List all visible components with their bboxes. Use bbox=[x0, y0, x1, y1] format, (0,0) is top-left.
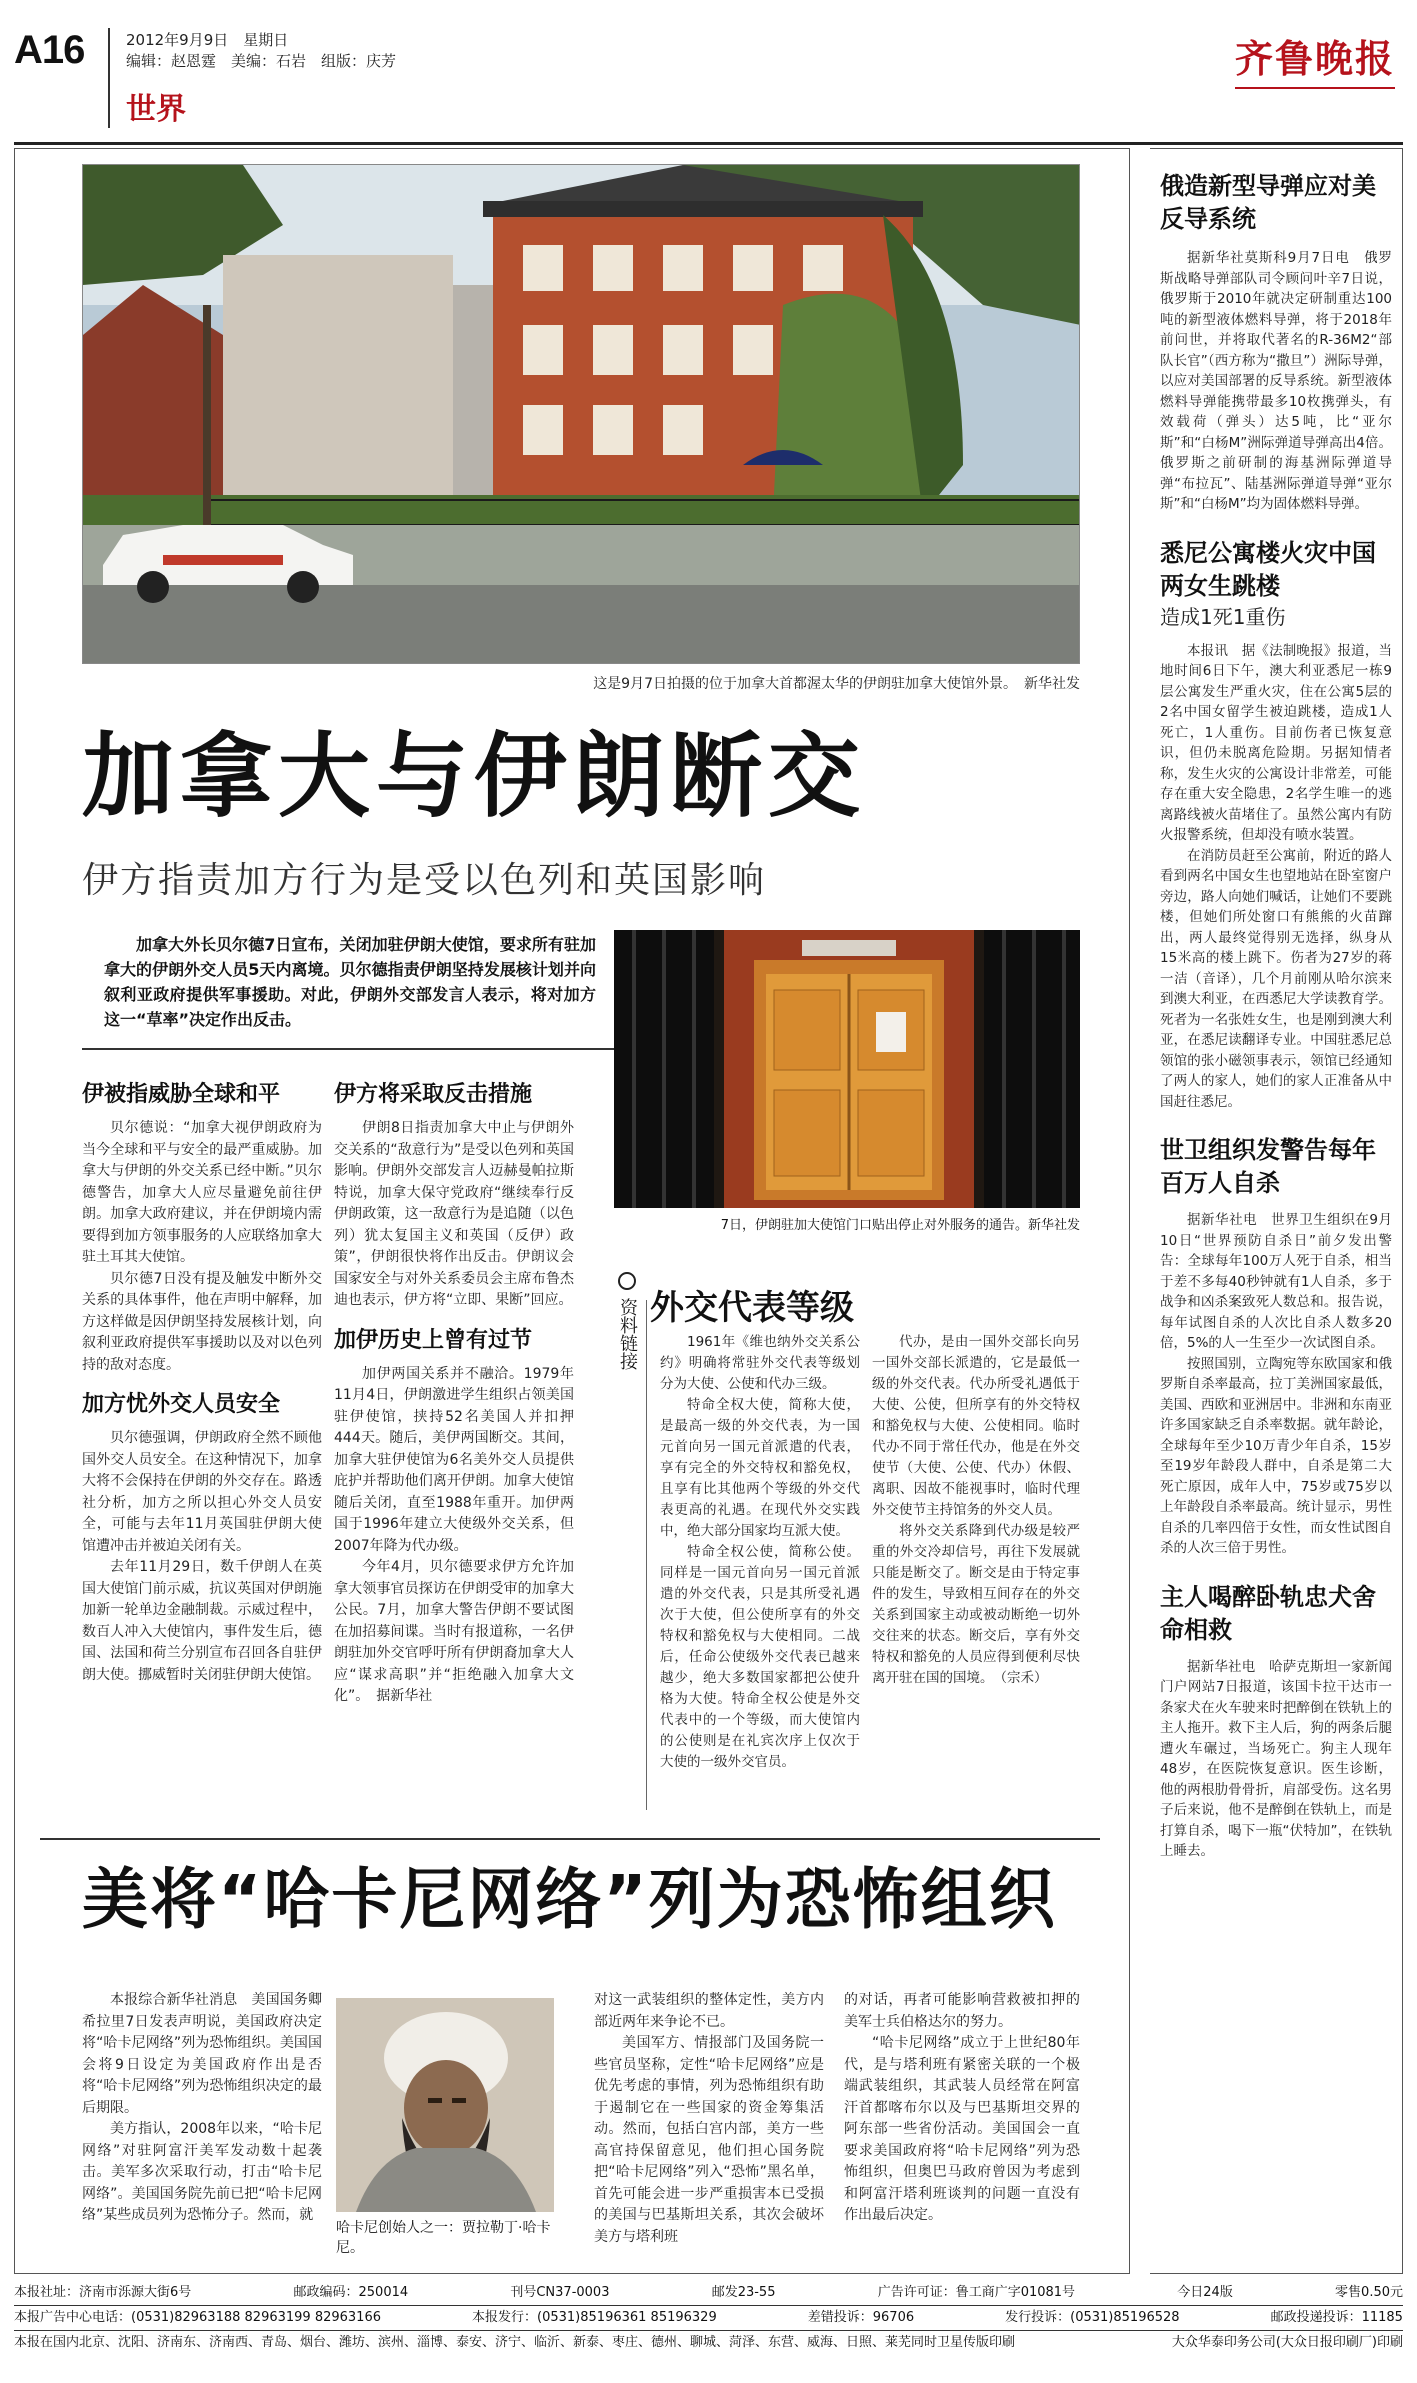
second-headline: 美将“哈卡尼网络”列为恐怖组织 bbox=[82, 1861, 1057, 1938]
paragraph: 特命全权大使，简称大使，是最高一级的外交代表，为一国元首向另一国元首派遣的代表，享有完全的外交特权和豁免权，且享有比其他两个等级的外交代表更高的礼遇。在现代外交实践中，绝大部分国家均互派大使。 bbox=[660, 1397, 860, 1539]
reference-title: 外交代表等级 bbox=[650, 1288, 854, 1328]
header-meta bbox=[126, 30, 396, 72]
subhead-safety: 加方忧外交人员安全 bbox=[82, 1392, 281, 1417]
footer-rule bbox=[14, 2330, 1403, 2331]
paragraph: 去年11月29日，数千伊朗人在英国大使馆门前示威，抗议英国对伊朗施加新一轮单边金融制裁。示威过程中，数百人冲入大使馆内，事件发生后，德国、法国和荷兰分别宣布召回各自驻伊朗大使。挪威暂时关闭驻伊朗大使馆。 bbox=[82, 1559, 322, 1683]
header-divider bbox=[108, 28, 110, 128]
paragraph: 按照国别，立陶宛等东欧国家和俄罗斯自杀率最高，拉丁美洲国家最低，美国、西欧和亚洲居中。非洲和东南亚许多国家缺乏自杀率数据。就年龄论，全球每年至少10万青少年自杀，15岁至19岁年龄段人群中，自杀是第二大死亡原因，成年人中，75岁或75岁以上年龄段自杀率最高。统计显示，男性自杀的几率四倍于女性，而女性试图自杀的人次三倍于男性。 bbox=[1160, 1355, 1392, 1556]
paragraph: 在消防员赶至公寓前，附近的路人看到两名中国女生也望地站在卧室窗户旁边，路人向她们喊话，让她们不要跳楼，但她们所处窗口有熊熊的火苗蹿出，两人最终觉得别无选择，纵身从15米高的楼上跳下。伤者为27岁的蒋一洁（音译），几个月前刚从哈尔滨来到澳大利亚，在西悉尼大学读教育学。死者为一名张姓女生，也是刚到澳大利亚，在悉尼读翻译专业。中国驻悉尼总领馆的张小磁领事表示，领馆已经通知了两人的家人，她们的家人正准备从中国赶往悉尼。 bbox=[1160, 847, 1392, 1110]
footer-delivery-complaint: 发行投诉：(0531)85196528 bbox=[1005, 2310, 1180, 2325]
reference-badge bbox=[612, 1272, 642, 1370]
paragraph: 的对话，再者可能影响营救被扣押的美军士兵伯格达尔的努力。 bbox=[844, 1992, 1080, 2030]
paragraph: 据新华社莫斯科9月7日电 俄罗斯战略导弹部队司令顾问叶辛7日说，俄罗斯于2010年就决定研制重达100吨的新型液体燃料导弹，将于2018年前问世，并将取代著名的R-36M2“部队长官”（西方称为“撒旦”）洲际导弹，以应对美国部署的反导系统。新型液体燃料导弹能携带最多10枚携弹头，有效载荷（弹头）达5吨，比“亚尔斯”和“白杨M”洲际弹道导弹高出4倍。俄罗斯之前研制的海基洲际弹道导弹“布拉瓦”、陆基洲际弹道导弹“亚尔斯”和“白杨M”均为固体燃料导弹。 bbox=[1160, 250, 1392, 512]
sidebar-title-who: 世卫组织发警告每年百万人自杀 bbox=[1160, 1136, 1376, 1197]
footer-address: 本报社址：济南市泺源大街6号 bbox=[14, 2285, 192, 2300]
column-1 bbox=[82, 1080, 322, 1686]
footer-cn: 刊号CN37-0003 bbox=[510, 2285, 610, 2300]
paragraph: 特命全权公使，简称公使。同样是一国元首向另一国元首派遣的外交代表，只是其所受礼遇次于大使，但公使所享有的外交特权和豁免权与大使相同。二战后，任命公使级外交代表已越来越少，绝大多数国家都把公使升格为大使。特命全权公使是外交代表中的一个等级，而大使馆内的公使则是在礼宾次序上仅次于大使的一级外交官员。 bbox=[660, 1544, 860, 1770]
paragraph: 美方指认，2008年以来，“哈卡尼网络”对驻阿富汗美军发动数十起袭击。美军多次采取行动，打击“哈卡尼网络”。美国国务院先前已把“哈卡尼网络”某些成员列为恐怖分子。然而，就 bbox=[82, 2121, 322, 2223]
footer-postcode: 邮政编码：250014 bbox=[293, 2285, 409, 2300]
embassy-illustration bbox=[83, 165, 1080, 664]
paragraph: 据新华社电 哈萨克斯坦一家新闻门户网站7日报道，该国卡拉干达市一条家犬在火车驶来时把醉倒在铁轨上的主人拖开。救下主人后，狗的两条后腿遭火车碾过，当场死亡。狗主人现年48岁，在医院恢复意识。医生诊断，他的两根肋骨骨折，肩部受伤。这名男子后来说，他不是醉倒在铁轨上，而是打算自杀，喝下一瓶“伏特加”，在铁轨上睡去。 bbox=[1160, 1658, 1392, 1859]
footer-postal: 邮发23-55 bbox=[711, 2285, 776, 2300]
editor-credits: 编辑：赵恩霆 美编：石岩 组版：庆芳 bbox=[126, 52, 397, 70]
lead-headline: 加拿大与伊朗断交 bbox=[82, 723, 867, 830]
paragraph: 对这一武装组织的整体定性，美方内部近两年来争论不已。 bbox=[594, 1992, 824, 2030]
newspaper-masthead: 齐鲁晚报 bbox=[1235, 28, 1395, 83]
door-illustration bbox=[614, 930, 1080, 1208]
footer bbox=[14, 2282, 1403, 2354]
footer-row-1 bbox=[14, 2282, 1403, 2304]
footer-rule bbox=[14, 2305, 1403, 2306]
column-2 bbox=[334, 1080, 574, 1708]
sidebar bbox=[1160, 170, 1392, 1862]
paragraph: 伊朗8日指责加拿大中止与伊朗外交关系的“敌意行为”是受以色列和英国影响。伊朗外交部发言人迈赫曼帕拉斯特说，加拿大保守党政府“继续奉行反伊朗政策，这一敌意行为是追随（以色列）犹太复国主义和英国（反伊）政策”，伊朗很快将作出反击。伊朗议会国家安全与对外关系委员会主席布鲁杰迪也表示，伊方将“立即、果断”回应。 bbox=[334, 1120, 574, 1308]
reference-label: 资料链接 bbox=[617, 1298, 638, 1370]
paragraph: 贝尔德7日没有提及触发中断外交关系的具体事件，他在声明中解释，加方这样做是因伊朗坚持发展核计划，向叙利亚政府提供军事援助以及对以色列持的敌对态度。 bbox=[82, 1270, 322, 1373]
lead-subheadline: 伊方指责加方行为是受以色列和英国影响 bbox=[82, 860, 767, 901]
paragraph: 据新华社电 世界卫生组织在9月10日“世界预防自杀日”前夕发出警告：全球每年100万人死于自杀，相当于差不多每40秒钟就有1人自杀，多于战争和凶杀案致死人数总和。报告说，每年试图自杀的人次比自杀人数多20倍，5%的人一生至少一次试图自杀。 bbox=[1160, 1212, 1392, 1351]
haqqani-photo-caption: 哈卡尼创始人之一：贾拉勒丁·哈卡尼。 bbox=[336, 2220, 551, 2256]
portrait-illustration bbox=[336, 1998, 554, 2212]
paragraph: 代办，是由一国外交部长向另一国外交部长派遣的，它是最低一级的外交代表。代办所受礼遇低于大使、公使，但所享有的外交特权和豁免权与大使、公使相同。临时代办不同于常任代办，他是在外交使节（大使、公使、代办）休假、离职、因故不能视事时，临时代理外交使节主持馆务的外交人员。 bbox=[872, 1334, 1080, 1518]
footer-postal-complaint: 邮政投递投诉：11185 bbox=[1270, 2310, 1403, 2325]
paragraph: 本报讯 据《法制晚报》报道，当地时间6日下午，澳大利亚悉尼一栋9层公寓发生严重火灾，住在公寓5层的2名中国女留学生被迫跳楼，造成1人死亡，1人重伤。目前伤者已恢复意识，但仍未脱离危险期。另据知情者称，发生火灾的公寓设计非常差，可能存在重大安全隐患，2名学生唯一的逃离路线被火苗堵住了。虽然公寓内有防火报警系统，但却没有喷水装置。 bbox=[1160, 642, 1392, 843]
embassy-photo-caption: 这是9月7日拍摄的位于加拿大首都渥太华的伊朗驻加拿大使馆外景。 新华社发 bbox=[593, 676, 1080, 692]
footer-price: 零售0.50元 bbox=[1335, 2285, 1403, 2300]
paragraph: 今年4月，贝尔德要求伊方允许加拿大领事官员探访在伊朗受审的加拿大公民。7月，加拿大警告伊朗不要试图在加招募间谍。当时有报道称，一名伊朗驻加外交官呼吁所有伊朗裔加拿大人应“谋求高职”并“拒绝融入加拿大文化”。 据新华社 bbox=[334, 1559, 574, 1704]
subhead-threat: 伊被指威胁全球和平 bbox=[82, 1082, 281, 1107]
paragraph: 1961年《维也纳外交关系公约》明确将常驻外交代表等级划分为大使、公使和代办三级。 bbox=[660, 1334, 860, 1392]
sidebar-title-fire: 悉尼公寓楼火灾中国两女生跳楼 bbox=[1160, 538, 1376, 600]
embassy-photo bbox=[82, 164, 1080, 664]
footer-error-report: 差错投诉：96706 bbox=[807, 2310, 915, 2325]
paragraph: “哈卡尼网络”成立于上世纪80年代，是与塔利班有紧密关联的一个极端武装组织，其武装人员经常在阿富汗首都喀布尔以及与巴基斯坦交界的阿东部一些省份活动。美国国会一直要求美国政府将“哈卡尼网络”列为恐怖组织，但奥巴马政府曾因为考虑到和阿富汗塔利班谈判的问题一直没有作出最后决定。 bbox=[844, 2035, 1080, 2223]
embassy-door-photo bbox=[614, 930, 1080, 1208]
story-divider bbox=[40, 1838, 1100, 1840]
paragraph: 本报综合新华社消息 美国国务卿希拉里7日发表声明说，美国政府决定将“哈卡尼网络”列为恐怖组织。美国国会将9日设定为美国政府作出是否将“哈卡尼网络”列为恐怖组织决定的最后期限。 bbox=[82, 1992, 322, 2116]
subhead-history: 加伊历史上曾有过节 bbox=[334, 1327, 533, 1353]
sidebar-subtitle-fire: 造成1死1重伤 bbox=[1160, 604, 1286, 629]
sidebar-title-missile: 俄造新型导弹应对美反导系统 bbox=[1160, 172, 1376, 233]
footer-print-sites: 本报在国内北京、沈阳、济南东、济南西、青岛、烟台、潍坊、滨州、淄博、泰安、济宁、临沂、新泰、枣庄、德州、聊城、菏泽、东营、威海、日照、莱芜同时卫星传版印刷 bbox=[14, 2335, 1016, 2350]
footer-ad-license: 广告许可证：鲁工商广字01081号 bbox=[877, 2285, 1076, 2300]
paragraph: 贝尔德说：“加拿大视伊朗政府为当今全球和平与安全的最严重威胁。加拿大与伊朗的外交关系已经中断。”贝尔德警告，加拿大人应尽量避免前往伊朗。加拿大政府建议，并在伊朗境内需要得到加方领事服务的人应联络加拿大驻土耳其大使馆。 bbox=[82, 1120, 322, 1265]
header-rule bbox=[14, 142, 1403, 145]
lead-rule bbox=[82, 1048, 614, 1050]
footer-pages: 今日24版 bbox=[1177, 2285, 1233, 2300]
footer-printer: 大众华泰印务公司(大众日报印刷厂)印刷 bbox=[1171, 2335, 1403, 2350]
reference-column-2 bbox=[872, 1332, 1080, 1689]
footer-row-2 bbox=[14, 2307, 1403, 2329]
circle-icon bbox=[618, 1272, 636, 1290]
second-column-3 bbox=[844, 1990, 1080, 2227]
page-number: A16 bbox=[14, 28, 85, 72]
section-title: 世界 bbox=[126, 92, 186, 127]
second-column-2 bbox=[594, 1990, 824, 2248]
sidebar-title-dog: 主人喝醉卧轨忠犬舍命相救 bbox=[1160, 1582, 1376, 1644]
footer-distribution: 本报发行：(0531)85196361 85196329 bbox=[472, 2310, 717, 2325]
door-photo-caption: 7日，伊朗驻加大使馆门口贴出停止对外服务的通告。新华社发 bbox=[720, 1218, 1080, 1233]
haqqani-photo bbox=[336, 1998, 554, 2212]
reference-divider bbox=[646, 1300, 647, 1810]
paragraph: 贝尔德强调，伊朗政府全然不顾他国外交人员安全。在这种情况下，加拿大将不会保持在伊朗的外交存在。路透社分析，加方之所以担心外交人员安全，可能与去年11月英国驻伊朗大使馆遭冲击并被迫关闭有关。 bbox=[82, 1430, 322, 1554]
lead-paragraph: 加拿大外长贝尔德7日宣布，关闭加驻伊朗大使馆，要求所有驻加拿大的伊朗外交人员5天内离境。贝尔德指责伊朗坚持发展核计划并向叙利亚政府提供军事援助。对此，伊朗外交部发言人表示，将对加方这一“草率”决定作出反击。 bbox=[104, 935, 596, 1029]
footer-ad-phone: 本报广告中心电话：(0531)82963188 82963199 82963166 bbox=[14, 2310, 381, 2325]
paragraph: 美国军方、情报部门及国务院一些官员坚称，定性“哈卡尼网络”应是优先考虑的事情，列为恐怖组织有助于遏制它在一些国家的资金筹集活动。然而，包括白宫内部，美方一些高官持保留意见，他们担心国务院把“哈卡尼网络”列入“恐怖”黑名单，首先可能会进一步严重损害本已受损的美国与巴基斯坦关系，其次会破坏美方与塔利班 bbox=[594, 2035, 824, 2245]
issue-date: 2012年9月9日 星期日 bbox=[126, 31, 289, 49]
footer-row-3 bbox=[14, 2332, 1403, 2354]
second-column-1 bbox=[82, 1990, 322, 2227]
reference-column-1 bbox=[660, 1332, 860, 1773]
subhead-retaliation: 伊方将采取反击措施 bbox=[334, 1082, 533, 1107]
paragraph: 加伊两国关系并不融洽。1979年11月4日，伊朗激进学生组织占领美国驻伊使馆，挟持52名美国人并扣押444天。随后，美伊两国断交。其间，加拿大驻伊使馆为6名美外交人员提供庇护并帮助他们离开伊朗。加拿大使馆随后关闭，直至1988年重开。加伊两国于1996年建立大使级外交关系，但2007年降为代办级。 bbox=[334, 1365, 574, 1554]
paragraph: 将外交关系降到代办级是较严重的外交冷却信号，再往下发展就只能是断交了。断交是由于特定事件的发生，导致相互间存在的外交关系到国家主动或被动断绝一切外交往来的状态。断交后，享有外交特权和豁免的人员应得到便利尽快离开驻在国的国境。 （宗禾） bbox=[872, 1523, 1080, 1686]
